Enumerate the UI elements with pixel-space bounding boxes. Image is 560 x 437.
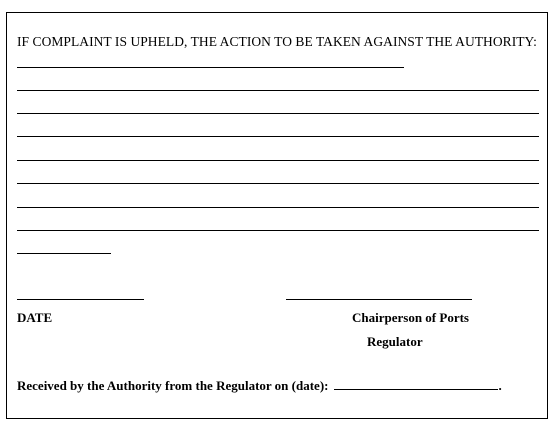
form-heading: IF COMPLAINT IS UPHELD, THE ACTION TO BE TAKEN AGAINST THE AUTHORITY: xyxy=(17,34,537,49)
date-label: DATE xyxy=(17,310,53,325)
received-label: Received by the Authority from the Regulator on (date): xyxy=(17,378,329,393)
action-line-6[interactable] xyxy=(17,183,539,184)
date-line[interactable] xyxy=(17,299,144,300)
received-statement xyxy=(17,378,502,394)
action-line-4[interactable] xyxy=(17,136,539,137)
received-date-field[interactable] xyxy=(334,379,498,390)
signatory-title-line2: Regulator xyxy=(367,334,423,349)
form-box xyxy=(6,12,548,419)
action-line-5[interactable] xyxy=(17,160,539,161)
signature-line[interactable] xyxy=(286,299,472,300)
signatory-title-line1: Chairperson of Ports xyxy=(352,310,469,325)
action-line-1[interactable] xyxy=(17,67,404,68)
action-line-7[interactable] xyxy=(17,207,539,208)
action-line-8[interactable] xyxy=(17,230,539,231)
received-end-period: . xyxy=(498,378,502,393)
action-line-9[interactable] xyxy=(17,253,111,254)
action-line-3[interactable] xyxy=(17,113,539,114)
action-line-2[interactable] xyxy=(17,90,539,91)
